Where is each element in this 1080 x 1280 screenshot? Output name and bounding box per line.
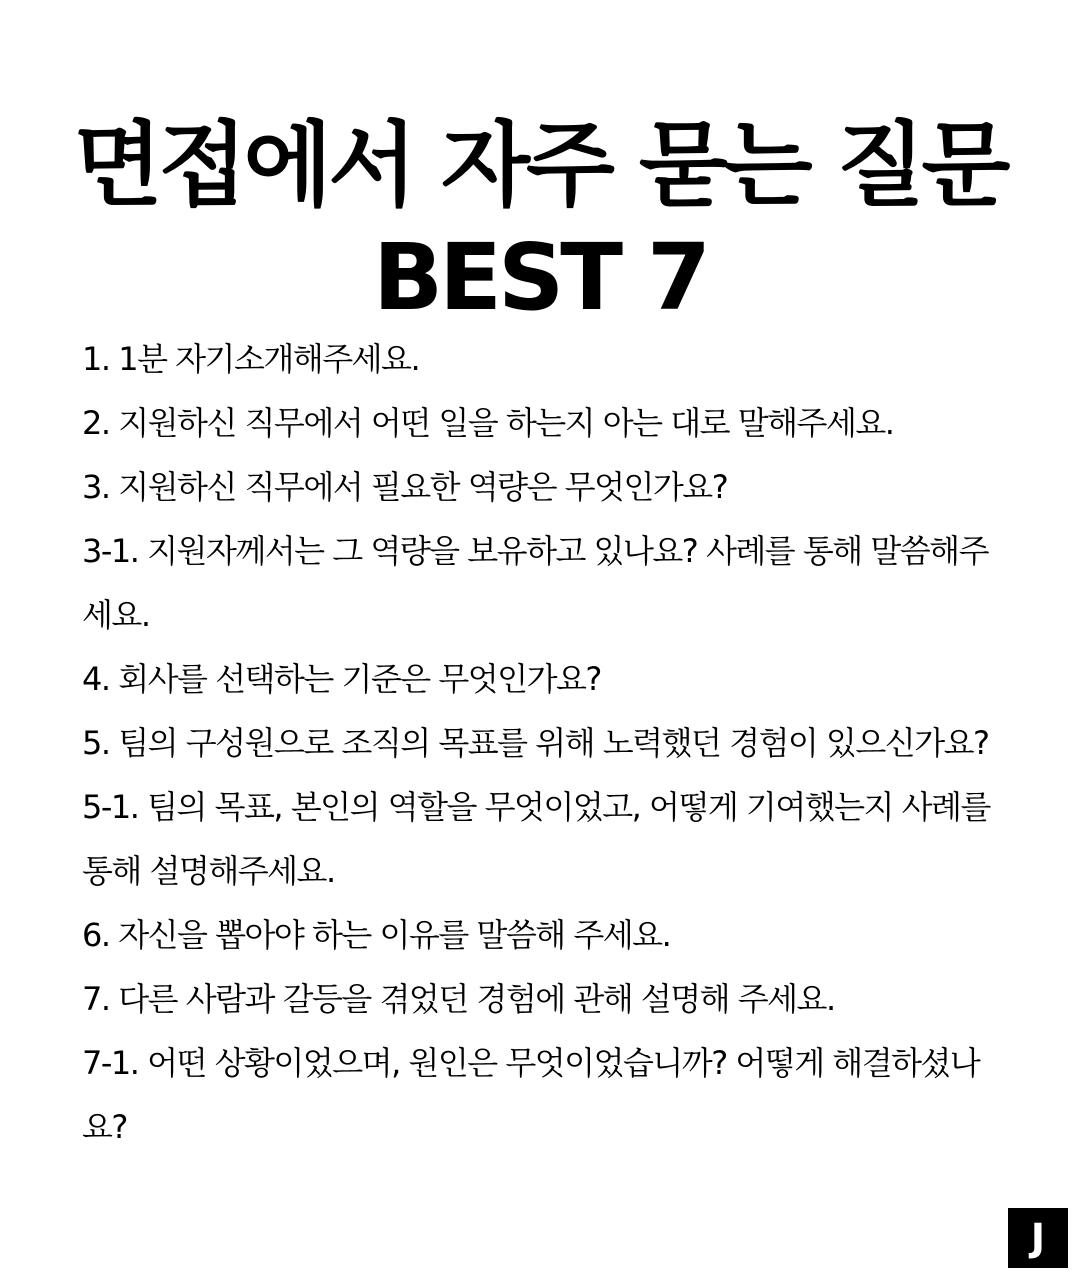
question-list bbox=[82, 327, 1000, 1159]
page-title bbox=[0, 110, 1080, 334]
brand-logo: J bbox=[1008, 1208, 1068, 1268]
question-item-5: 5. 팀의 구성원으로 조직의 목표를 위해 노력했던 경험이 있으신가요? bbox=[82, 724, 989, 762]
question-item-4: 4. 회사를 선택하는 기준은 무엇인가요? bbox=[82, 660, 601, 698]
question-item-2: 2. 지원하신 직무에서 어떤 일을 하는지 아는 대로 말해주세요. bbox=[82, 404, 894, 442]
page-title-line-1: 면접에서 자주 묻는 질문 bbox=[73, 111, 1007, 219]
question-item-1: 1. 1분 자기소개해주세요. bbox=[82, 340, 420, 378]
question-item-3: 3. 지원하신 직무에서 필요한 역량은 무엇인가요? bbox=[82, 468, 728, 506]
question-item-7: 7. 다른 사람과 갈등을 겪었던 경험에 관해 설명해 주세요. bbox=[82, 980, 835, 1018]
question-item-3-1: 3-1. 지원자께서는 그 역량을 보유하고 있나요? 사례를 통해 말씀해주세요. bbox=[82, 532, 989, 634]
question-item-6: 6. 자신을 뽑아야 하는 이유를 말씀해 주세요. bbox=[82, 916, 671, 954]
question-item-5-1: 5-1. 팀의 목표, 본인의 역할을 무엇이었고, 어떻게 기여했는지 사례를 통해 설명해주세요. bbox=[82, 788, 990, 890]
page-title-line-2: BEST 7 bbox=[372, 223, 708, 331]
question-item-7-1: 7-1. 어떤 상황이었으며, 원인은 무엇이었습니까? 어떻게 해결하셨나요? bbox=[82, 1044, 980, 1146]
